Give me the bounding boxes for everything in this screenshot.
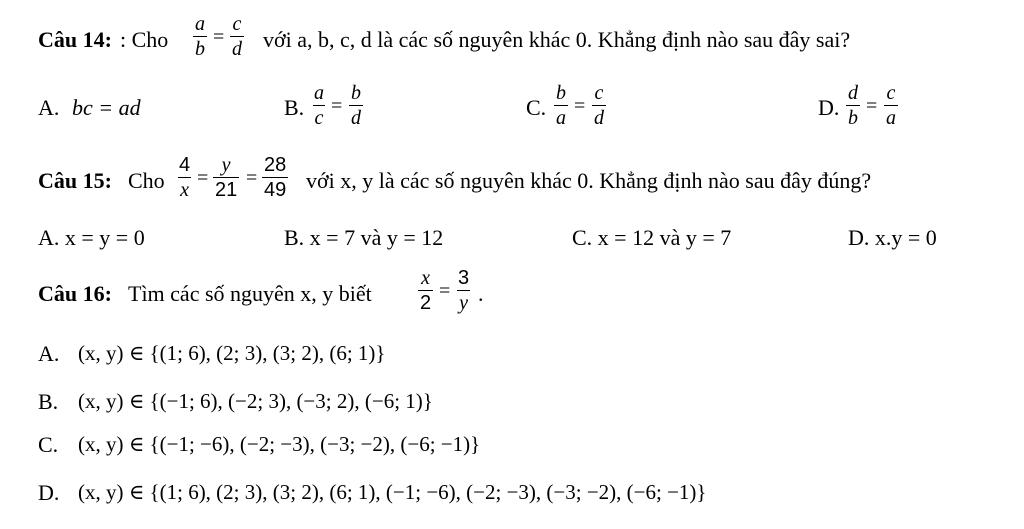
question-16-text: Tìm các số nguyên x, y biết: [128, 281, 372, 306]
fraction-y-over-21: $\frac{y}{21}$: [215, 154, 238, 201]
q14-option-b-frac2: $\frac{b}{d}$: [351, 82, 361, 129]
question-14-text: với a, b, c, d là các số nguyên khác 0. Khẳng định nào sau đây sai?: [263, 27, 851, 52]
equals-sign: =: [866, 95, 878, 117]
q14-option-b-label: B.: [284, 95, 305, 120]
q16-option-a-label: A.: [38, 341, 60, 366]
equals-sign: =: [331, 95, 343, 117]
question-16-period: .: [478, 281, 484, 306]
q14-option-d-frac2: $\frac{c}{a}$: [886, 82, 896, 129]
q16-option-d-label: D.: [38, 480, 60, 505]
q14-option-a-text: bc = ad: [72, 95, 141, 120]
q14-option-d-label: D.: [818, 95, 840, 120]
q16-option-d: (x, y) ∈ {(1; 6), (2; 3), (3; 2), (6; 1), (−1; −6), (−2; −3), (−3; −2), (−6; −1)}: [78, 480, 707, 504]
q14-option-d-frac1: $\frac{d}{b}$: [848, 82, 858, 129]
q14-option-b-frac1: $\frac{a}{c}$: [314, 82, 324, 129]
q14-option-c-frac2: $\frac{c}{d}$: [594, 82, 604, 129]
equals-sign: =: [574, 95, 586, 117]
q16-option-b-label: B.: [38, 389, 59, 414]
equals-sign: =: [213, 26, 225, 48]
question-16-label: Câu 16:: [38, 281, 112, 306]
question-15-label: Câu 15:: [38, 168, 112, 193]
q15-option-c: C. x = 12 và y = 7: [572, 225, 732, 250]
fraction-3-over-y: $\frac{3}{y}$: [458, 267, 470, 314]
q15-option-d: D. x.y = 0: [848, 225, 937, 250]
q14-option-c-label: C.: [526, 95, 547, 120]
question-15-intro: Cho: [128, 168, 165, 193]
q15-option-a: A. x = y = 0: [38, 225, 145, 250]
fraction-28-over-49: $\frac{28}{49}$: [264, 154, 287, 201]
q16-option-b: (x, y) ∈ {(−1; 6), (−2; 3), (−3; 2), (−6; 1)}: [78, 389, 433, 413]
fraction-x-over-2: $\frac{x}{2}$: [420, 267, 432, 314]
question-14-intro: : Cho: [120, 27, 169, 52]
q14-option-c-frac1: $\frac{b}{a}$: [556, 82, 566, 129]
q16-option-c: (x, y) ∈ {(−1; −6), (−2; −3), (−3; −2), (−6; −1)}: [78, 432, 481, 456]
fraction-c-over-d: $\frac{c}{d}$: [232, 13, 242, 60]
equals-sign: =: [439, 280, 451, 302]
question-14-label: Câu 14:: [38, 27, 112, 52]
equals-sign: =: [197, 167, 209, 189]
q16-option-c-label: C.: [38, 432, 59, 457]
fraction-4-over-x: $\frac{4}{x}$: [179, 154, 191, 201]
question-15-text: với x, y là các số nguyên khác 0. Khẳng định nào sau đây đúng?: [306, 168, 872, 193]
fraction-a-over-b: $\frac{a}{b}$: [195, 13, 205, 60]
q14-option-a-label: A.: [38, 95, 60, 120]
q16-option-a: (x, y) ∈ {(1; 6), (2; 3), (3; 2), (6; 1)}: [78, 341, 386, 365]
q15-option-b: B. x = 7 và y = 12: [284, 225, 444, 250]
equals-sign: =: [246, 167, 258, 189]
